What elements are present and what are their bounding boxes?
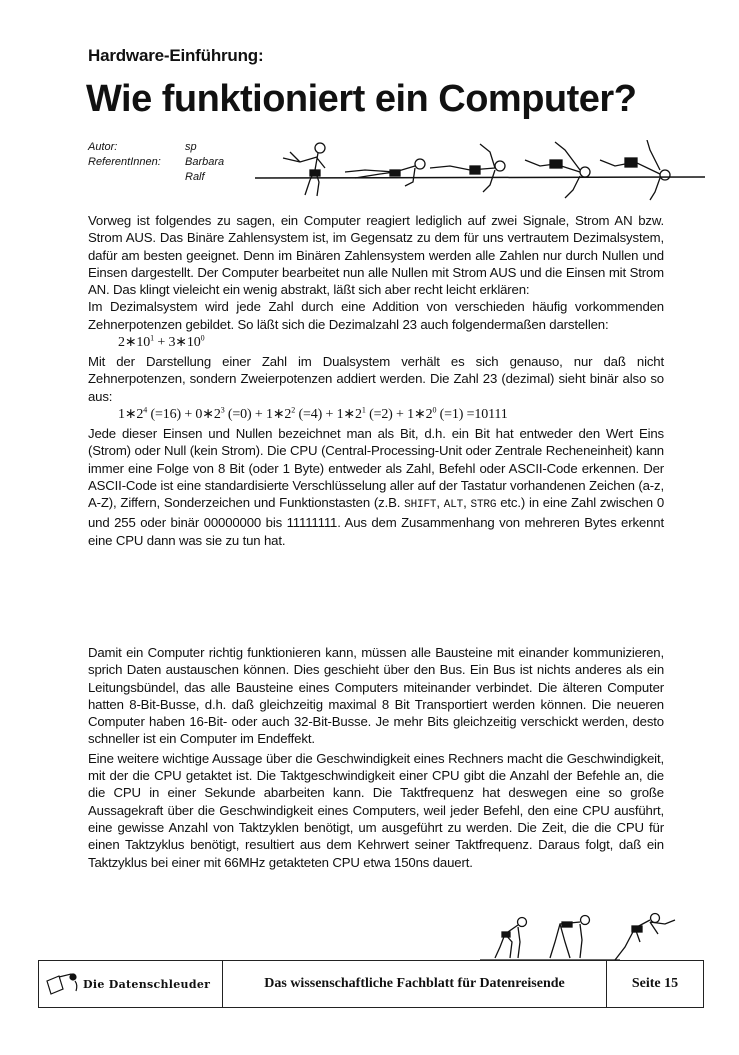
article-body-2 (88, 644, 664, 871)
sprint-start-illustration (470, 912, 700, 962)
speaker-name: Ralf (185, 171, 205, 183)
key-strg: STRG (470, 499, 497, 512)
speakers-label: ReferentInnen: (88, 156, 161, 168)
page-number: Seite 15 (631, 976, 679, 991)
speaker-name: Barbara (185, 156, 225, 168)
high-jump-illustration (255, 140, 705, 205)
formula-decimal: $2∗10^1$ + $3∗10^0$ (118, 333, 205, 351)
page-footer (38, 960, 704, 1008)
paragraph: Jede dieser Einsen und Nullen bezeichnet man als Bit, d.h. ein Bit hat entweder den Wert Eins (Strom) oder Null (kein Strom). Die CPU (Central-Processing-Unit oder Zentrale Recheneinheit) kann immer eine Folge von 8 Bit (oder 1 Byte) entweder als Zahl, Befehl oder ASCII-Code erkennen. Der ASCII-Code ist eine standardisierte Verschlüsselung aller auf der Tastatur vorhandenen Zeichen (a-z, A-Z), Ziffern, Sonderzeichen und Funktionstasten (z.B. SHIFT, ALT, STRG etc.) in eine Zahl zwischen 0 und 255 oder binär 00000000 bis 11111111. Aus dem Zusammenhang von mehreren Bytes erkennt eine CPU dann was sie zu tun hat. (88, 425, 664, 548)
page-title: Wie funktioniert ein Computer? (86, 78, 637, 120)
publication-name: Die Datenschleuder (83, 977, 211, 991)
paragraph: Im Dezimalsystem wird jede Zahl durch eine Addition von verschieden häufig vorkommenden Zehnerpotenzen gebildet. So läßt sich die Dezimalzahl 23 auch folgendermaßen darstellen: (88, 299, 664, 332)
key-alt: ALT (443, 499, 464, 512)
article-meta (88, 140, 224, 185)
author-value: sp (185, 141, 197, 153)
publication-tagline: Das wissenschaftliche Fachblatt für Datenreisende (223, 961, 607, 1007)
section-kicker: Hardware-Einführung: (88, 46, 264, 65)
chaos-computer-club-logo-icon (45, 971, 81, 997)
key-shift: SHIFT (404, 499, 437, 512)
article-body (88, 212, 664, 549)
paragraph: Eine weitere wichtige Aussage über die Geschwindigkeit eines Rechners macht die Geschwindigkeit, mit der die CPU getaktet ist. Die Taktgeschwindigkeit einer CPU gibt die Anzahl der Befehle an, die die CPU in einer Sekunde abarbeiten kann. Die Taktfrequenz hat deswegen eine so große Aussagekraft über die Geschwindigkeit eines Computers, weil jeder Befehl, den eine CPU ausführt, eine gewisse Anzahl von Taktzyklen benötigt, um ausgeführt zu werden. Die Zeit, die die CPU für einen Taktzyklus benötigt, resultiert aus dem Kehrwert seiner Taktfrequenz. Daraus folgt, daß ein Taktzyklus bei einer mit 66MHz getakteten CPU etwa 150ns dauert. (88, 750, 664, 870)
paragraph: Mit der Darstellung einer Zahl im Dualsystem verhält es sich genauso, nur daß nicht Zehnerpotenzen, sondern Zweierpotenzen addiert werden. Die Zahl 23 (dezimal) sieht binär also so aus: (88, 354, 664, 404)
paragraph: Vorweg ist folgendes zu sagen, ein Computer reagiert lediglich auf zwei Signale, Strom AN bzw. Strom AUS. Das Binäre Zahlensystem ist, im Gegensatz zu dem für uns vertrautem Dezimalsystem, dafür am besten geeignet. Denn im Binären Zahlensystem werden alle Zahlen nur durch Nullen und Einsen dargestellt. Der Computer bearbeitet nun alle Nullen mit Strom AUS und die Einsen mit Strom AN. Das klingt vieleicht ein wenig abstrakt, läßt sich aber recht leicht erklären: (88, 213, 664, 298)
publication-logo (39, 961, 223, 1007)
author-label: Autor: (88, 141, 118, 153)
formula-binary: $1∗2^4$ $(=16) + 0∗2^3$ $(=0) + 1∗2^2$ $(=4) + 1∗2^1$ $(=2) + 1∗2^0$ (=1) =10111 (118, 405, 508, 422)
paragraph: Damit ein Computer richtig funktionieren kann, müssen alle Bausteine mit einander kommunizieren, sprich Daten austauschen können. Dies geschieht über den Bus. Ein Bus ist nichts anderes als ein Leitungsbündel, das alle Bausteine eines Computers miteinander verbindet. Die älteren Computer hatten 8-Bit-Busse, d.h. daß gleichzeitig maximal 8 Bit Transportiert werden können. Die neueren Computer haben 16-Bit- oder auch 32-Bit-Busse. Je mehr Bits gleichzeitig verschickt werden, desto schneller ist ein Computer im Endeffekt. (88, 645, 664, 747)
